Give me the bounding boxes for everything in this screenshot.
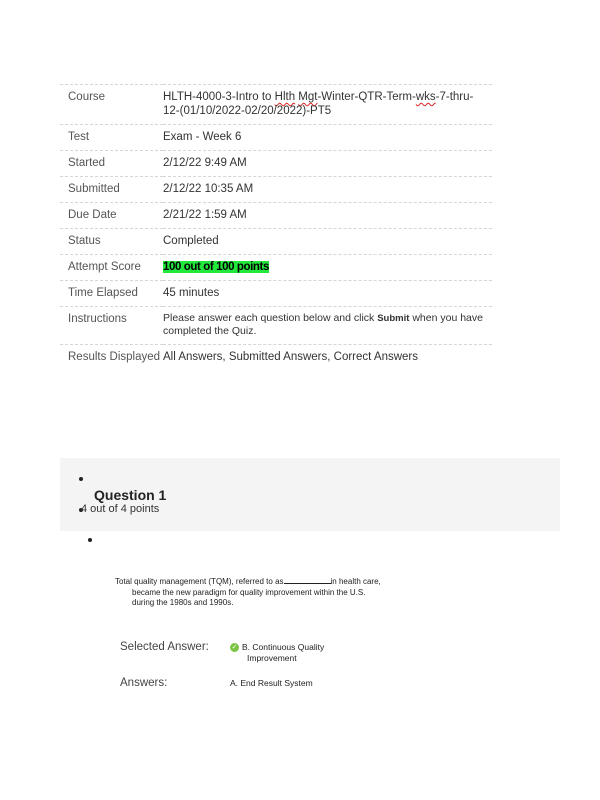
- status-label: Status: [68, 235, 101, 247]
- instructions-row: [60, 307, 492, 345]
- results-displayed-label: Results Displayed: [68, 351, 161, 363]
- due-date-value: 2/21/22 1:59 AM: [163, 209, 247, 221]
- selected-answer-value: ✓ B. Continuous Quality Improvement: [231, 642, 325, 663]
- attempt-details-table: [60, 84, 492, 370]
- score-value: 100 out of 100 points: [163, 261, 269, 273]
- bullet-icon: [88, 538, 92, 542]
- due-date-label: Due Date: [68, 209, 117, 221]
- submitted-row: [60, 177, 492, 203]
- results-displayed-row: [60, 345, 492, 371]
- question-title: Question 1: [94, 487, 167, 503]
- test-row: [60, 125, 492, 151]
- score-row: [60, 255, 492, 281]
- time-elapsed-value: 45 minutes: [163, 287, 220, 299]
- bullet-icon: [79, 477, 83, 481]
- course-row: [60, 85, 492, 125]
- results-displayed-value: All Answers, Submitted Answers, Correct Answers: [163, 351, 419, 363]
- checkmark-icon: ✓: [231, 643, 238, 652]
- selected-answer-label: Selected Answer:: [120, 641, 209, 653]
- answer-blank: [284, 576, 331, 584]
- time-elapsed-row: [60, 281, 492, 307]
- started-label: Started: [68, 157, 106, 169]
- course-label: Course: [68, 91, 106, 103]
- test-label: Test: [68, 131, 90, 143]
- status-row: [60, 229, 492, 255]
- answer-option-a: A. End Result System: [230, 678, 313, 688]
- submitted-value: 2/12/22 10:35 AM: [163, 183, 254, 195]
- question-text: Total quality management (TQM), referred to as in health care, became the new paradigm for quality improvement within the U.S. during the 1980s and 1990s.: [115, 577, 381, 607]
- question-header: [60, 458, 560, 531]
- score-label: Attempt Score: [68, 261, 141, 273]
- time-elapsed-label: Time Elapsed: [68, 287, 138, 299]
- course-value: HLTH-4000-3-Intro to Hlth Mgt-Winter-QTR-Term-wks-7-thru-12-(01/10/2022-02/20/2022)-PT5: [163, 91, 474, 117]
- submitted-label: Submitted: [68, 183, 120, 195]
- instructions-label: Instructions: [68, 313, 127, 325]
- test-value: Exam - Week 6: [163, 131, 242, 143]
- started-row: [60, 151, 492, 177]
- answers-label: Answers:: [120, 677, 168, 689]
- instructions-value: Please answer each question below and click Submit when you have completed the Quiz.: [163, 312, 483, 337]
- question-points: 4 out of 4 points: [81, 503, 160, 515]
- status-value: Completed: [163, 235, 219, 247]
- started-value: 2/12/22 9:49 AM: [163, 157, 247, 169]
- score-value-cell: [163, 255, 492, 281]
- due-date-row: [60, 203, 492, 229]
